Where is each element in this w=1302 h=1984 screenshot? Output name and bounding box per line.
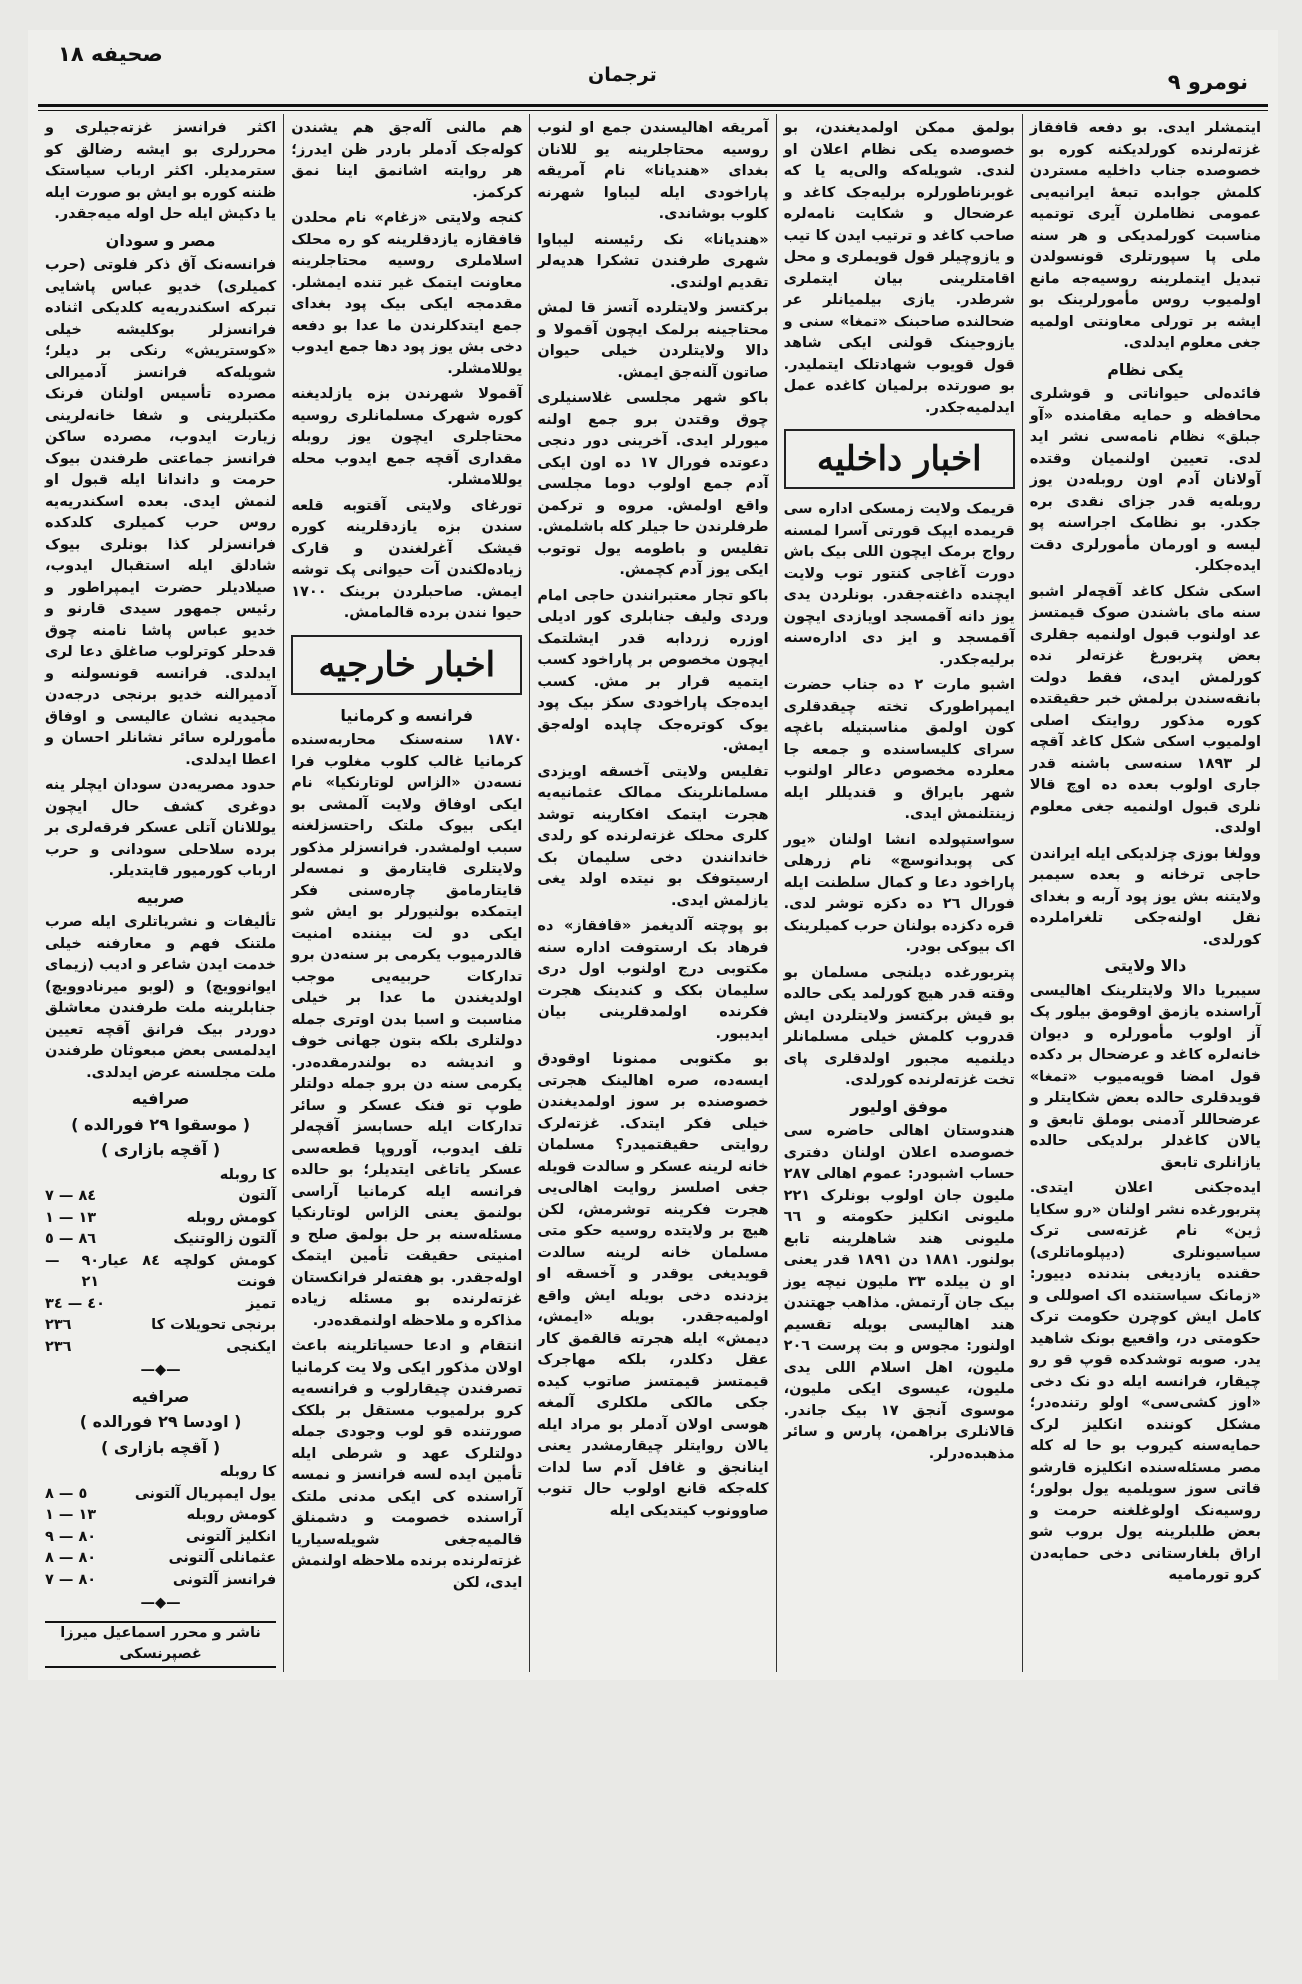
article-paragraph: بو مکتوبی ممنونا اوقودق ایسه‌ده، صره اهالینک هجرتی خصوصنده بر سوز اولمدیغندن خیلی فکر ایتدک. غزته‌لرک روایتی حقیقتمیدر؟ مسلمان خانه لرینه عسکر و سالدت قویله جغی اصلسز روایت اهالی‌یی هجرت فکرینه توشرمش، لکن هیچ بر ولایتده روسیه حکو متی مسلمان خانه لرینه سالدت قویدیغی یوقدر و آخسقه او یزدنده دخی بویله ایش واقع اولمیه‌جقدر. بویله «ایمش، دیمش» ایله هجرته قالقمق کار عقل دکلدر، بلکه مهاجرک قیمتسز قیمتسز صاتوب کیده جکی مالکی ملکلری آلمغه هوسی اولان آدملر بو مراد ایله یالان روایتلر چیقارمشدر یعنی اینانجق و غافل آدم سا لدات کله‌جکه قانع اولوب حال تنوب صاوونوب کیتدیکی ایله	[537, 1051, 769, 1519]
exchange-row	[45, 1527, 276, 1549]
column-5	[38, 114, 283, 1672]
exchange-row	[45, 1251, 276, 1294]
exchange-table	[45, 1411, 276, 1591]
article-paragraph: باکو تجار معتبرانندن حاجی امام وردی ولیف جنابلری کور ادیلی اوزره زردابه قدر ایشلتمک ایچون مخصوص بر پاراخود کسب ایتمیه قرار بر مش. کسب ایده‌جک پاراخودی سکز بیک پود یوک کوتره‌جک چاپده اوله‌جق ایمش.	[537, 587, 769, 754]
currency-rate: ٢٣٦	[44, 1317, 72, 1333]
article-paragraph: تألیفات و نشریاتلری ایله صرب ملتنک فهم و معارفنه خیلی خدمت ایدن شاعر و ادیب (زیمای ایوانوویچ) و (لوبو میرنادوویچ) جنابلرینه ملت طرفندن معاشلق دوردر بیک فرانق آقچه تعیین ایدلمسی بعض مبعوثان طرفندن ملت مجلسنه عرض ایدلدی.	[44, 914, 277, 1081]
article-paragraph: هندوستان اهالی حاضره سی خصوصده اعلان اولنان دفتری حساب اشبودر: عموم اهالی ٢٨٧ ملیون جان اولوب بونلرک ٢٢١ ملیونی انکلیز حکومته و ٦٦ ملیونی هند شاهلرینه تابع بولنور. ١٨٨١ دن ١٨٩١ قدر یعنی او ن ییلده ٣٣ ملیون نیچه یوز بیک جان آرتمش. مذاهب جهتندن هند اهالیسی بویله تقسیم اولنور: مجوس و بت پرست ٢٠٦ ملیون، اهل اسلام اللی یدی ملیون، عیسوی ایکی ملیون، موسوی آنجق ١٧ بیک جاندر. قالانلری براهمن، پارس و سائر مذهبده‌درلر.	[783, 1123, 1015, 1462]
article-paragraph: فائده‌لی حیواناتی و قوشلری محافظه و حمایه مقامنده «آو جبلق» نظام نامه‌سی نشر اید لدی. تعیین اولنمیان وقتده آولانان آدم اون روبله‌دن یوز روبله‌یه قدر جزای نقدی بره جکدر. بو نظامک اجراسنه پو لیسه و اورمان مأمورلری دقت ایده‌جکلر.	[1029, 386, 1261, 574]
currency-rate: ٩٠ — ٢١	[44, 1252, 100, 1290]
section-heading: فرانسه و کرمانیا	[340, 705, 474, 725]
currency-rate: ٥ — ٨	[44, 1485, 88, 1502]
section-heading: مصر و سودان	[105, 230, 216, 250]
section-heading: دالا ولایتی	[1104, 956, 1187, 975]
exchange-row	[45, 1337, 276, 1359]
currency-rate: ٨٦ — ٥	[44, 1231, 97, 1247]
exchange-row	[45, 1186, 276, 1208]
column-1	[1022, 114, 1268, 1672]
article-paragraph: ایتمشلر ایدی. بو دفعه قافقاز غزته‌لرنده کورلدیکنه کوره بو خصوصده جناب داخلیه مستردن کلمش جوابده تبعهٔ ایرانیه‌یی عمومی نظاملرن آیری توتمیه مناسبت کورلمدیکی و هر سنه ملی پا سپورتلری قونسولدن تبدیل ایتملرینه روسیه‌جه مانع اولمیوب روس مأمورلرینک بو ایشه بر تورلی معاونتی اولمیه جغی معلوم ایدلدی.	[1029, 120, 1261, 351]
exchange-unit: کا روبله	[219, 1166, 277, 1183]
article-paragraph: باکو شهر مجلسی غلاسنیلری چوق وقتدن برو جمع اولنه میورلر ایدی. آخرینی دور دنجی دعوتده فورال ١٧ ده اون ایکی آدم جمع اولوب دوما مجلسی واقع اولمش. مروه و ترکمن طرفلرندن حا جیلر کله باشلمش. تفلیس و باطومه یول توتوب ایکی یوز آدم کچمش.	[537, 390, 769, 578]
currency-name: ایکنجی	[226, 1338, 277, 1355]
newspaper-title: ترجمان	[588, 64, 657, 86]
currency-rate: ٨٠ — ٧	[44, 1571, 97, 1588]
article-paragraph: ١٨٧٠ سنه‌سنک محاربه‌سنده کرمانیا غالب کلوب مغلوب فرا نسه‌دن «الزاس لوتارنکیا» نام ایکی اوفاق ولایت آلمشی بو ایکی بیوک ملتک راحتسزلغنه سبب اولمشدر. فرانسزلر مذکور ولایتلری قایتارمق و نمسه‌لر قایتارمامق چاره‌سنی فکر ایتمکده بولنیورلر بو ایش شو ایکی دو لت بیننده امنیت قالدرمیوب یکرمی بر سنه‌دن برو تدارکات حربیه‌یی موجب اولدیغندن ما عدا بر خیلی مناسبت و اسبا بدن اوتری جمله دولتلری بلکه بتون جهانی خوف و اندیشه ده بولندرمقده‌در. یکرمی سنه دن برو جمله دولتلر طوپ تو فنک عسکر و سائر تدارکات ایله حسابسز آقچه‌لر تلف ایدوب، آوروپا قطعه‌سی عسکر یاتاغی ایتدیلر؛ بو حالده فرانسه ایله کرمانیا آراسی بولنمق یعنی الزاس لوتارنکیا مسئله‌سنه بر حل بولمق صلح و امنیتی حقیقت تأمین ایتمک اوله‌جقدر. بو هفته‌لر فرانکستان غزته‌لرنده بو مسئله زیاده مذاکره و ملاحظه اولنمقده‌در.	[291, 732, 523, 1329]
article-paragraph: تورغای ولایتی آقتوبه قلعه سندن بزه یازدقلرینه کوره قیشک آغرلغندن و قارک زیاده‌لکندن آت حیوانی پک توشه ایمش. صاحبلردن برینک ١٧٠٠ حیوا نندن برده قالمامش.	[291, 497, 523, 621]
column-4	[283, 114, 529, 1672]
exchange-row	[45, 1484, 276, 1506]
newspaper-page	[28, 30, 1278, 1680]
currency-name: کومش روبله	[186, 1209, 277, 1226]
article-paragraph: آمریقه اهالیسندن جمع او لنوب روسیه محتاجلرینه یو للانان بغدای «هندیانا» نام آمریقه پاراخودی ایله لیباوا شهرنه کلوب بوشاندی.	[537, 120, 769, 222]
section-banner: اخبار داخلیه	[784, 429, 1015, 489]
exchange-row	[45, 1294, 276, 1316]
exchange-market: ( آقچه بازاری )	[101, 1140, 221, 1159]
exchange-row	[45, 1570, 276, 1592]
currency-name: آلتون	[238, 1188, 277, 1204]
exchange-row	[45, 1548, 276, 1570]
currency-rate: ١٣ — ١	[44, 1209, 97, 1226]
currency-name: عثمانلی آلتونی	[168, 1550, 277, 1566]
currency-rate: ٤٠ — ٣٤	[44, 1295, 105, 1312]
section-banner: اخبار خارجیه	[291, 635, 522, 695]
currency-name: تمیز	[246, 1295, 277, 1312]
article-paragraph: اشبو مارت ٢ ده جناب حضرت ایمپراطورک تخته چیقدقلری کون اولمق مناسبتیله باغچه سرای کلیساسنده و جمعه جا معلرده مخصوص دعالر اولنوب شهر بایراق و قندیللر ایله زینتلنمش ایدی.	[783, 677, 1015, 822]
article-paragraph: بولمق ممکن اولمدیغندن، بو خصوصده یکی نظام اعلان او لندی. شویله‌که والی‌یه یا که غوبرناطورلره برلیه‌جک کاغد و عرضحال و شکایت نامه‌لره صاحب کاغد و ترتیب ایدن کا تیب و یازوچیلر قول قویملری و محل اقامتلرینی بیان ایتملری شرطدر. یازی بیلمیانلر عر ضحالنده صاحبنک «تمغا» سنی و یازوجینک قولنی ایکی شاهد قول قویوب شهادتلک ایتملیدر. بو صورتده برلمیان کاغده عمل ایدلمیه‌جکدر.	[783, 120, 1015, 416]
article-paragraph: برکتسز ولایتلرده آتسز قا لمش محتاجینه برلمک ایچون آقمولا و دالا ولایتلردن خیلی حیوان صاتون آلنه‌جق ایمش.	[537, 300, 769, 381]
article-paragraph: «هندیانا» نک رئیسنه لیباوا شهری طرفندن تشکرا هدیه‌لر تقدیم اولندی.	[537, 231, 769, 291]
issue-number: نومرو ٩	[1167, 70, 1248, 94]
currency-name: فرانسز آلتونی	[172, 1571, 277, 1588]
exchange-market: ( آقچه بازاری )	[101, 1437, 221, 1457]
currency-name: کومش روبله	[186, 1507, 277, 1523]
article-paragraph: تفلیس ولایتی آخسقه اویزدی مسلمانلرینک ممالک عثمانیه‌یه هجرت ایتمک افکارینه توشد کلری محلک غزته‌لرنده کو رلدی خاندانندن دخی سلیمان بک ارسیتوفک بو نیتده اولد یغی یازلمش ایدی.	[537, 763, 769, 909]
article-paragraph: سواستپولده انشا اولنان «یور کی پوبدانوسچ» نام زرهلی پاراخود دعا و کمال سلطنت ایله فورال ٢٦ ده دکزه توشر لدی. قره دکزده بولنان حرب کمیلرینک اک بیوکی بودر.	[783, 831, 1015, 955]
currency-name: کومش کولچه ٨٤ عیار فونت	[99, 1252, 277, 1290]
section-heading: صرافیه	[131, 1089, 190, 1108]
article-paragraph: بو پوچته آلدیغمز «قافقاز» ده فرهاد بک ارستوفت اداره سنه مکتوبی درج اولنوب اول دری سلیمان بکک و کندینک هجرت فکرنده اولمدقلرینی بیان ایدیبور.	[537, 918, 769, 1042]
article-paragraph: فرانسه‌نک آق ذکر فلوتی (حرب کمیلری) خدیو عباس پاشایی تبرکه اسکندریه‌یه کلدیکی اثناده فرانسزلر بوکلیشه خیلی «کوستریش» رنکی بر دیلر؛ شویله‌که فرانسز آدمیرالی مصرده تأسیس اولنان فرنک مکتبلرینی و شفا خانه‌لرینی زیارت ایدوب، مصرده ساکن فرانسز جماعتی طرفندن بیوک حرمت و داندانا ایله قبول او لنمش ایدی. بعده اسکندریه‌یه روس حرب کمیلری کلدکده فرانسزلر کذا بونلری بیوک شادلق ایله استقبال ایدوب، صیلادیلر حضرت ایمپراطور و رئیس جمهور سیدی قارنو و خدیو عباس پاشا نامنه چوق قدحلر کوترلوب صاغلق دعا لری ایدلدی. فرانسه قونسولنه و آدمیرالنه خدیو برنجی درجه‌دن مجیدیه نشان عالیسی و اوفاق مأمورلره سائر نشانلر احسان و اعطا ایدلدی.	[44, 257, 277, 768]
exchange-row	[45, 1505, 276, 1527]
masthead	[28, 30, 1278, 110]
divider: —◆—	[140, 1595, 181, 1611]
article-paragraph: وولغا بوزی چزلدیکی ایله ایراندن حاجی ترخانه و بعده سیمبر ولایتنه بش یوز پود آربه و بغدای نقل اولنه‌جکی تلغراملرده کورلدی.	[1029, 845, 1261, 948]
page-number: صحیفه ١٨	[58, 42, 163, 66]
article-paragraph: ایده‌جکنی اعلان ایتدی. پتربورغده نشر اولنان «رو سکایا ژین» نام غزته‌سی ترک سیاسیونلری (دیپلوماتلری) حقنده یازدیغی بندنده دییور: «زمانک سیاستنده اک اصوللی و کامل ایش کوچرن حکومت ترک حکومتی در، واقعیع بونک شاهید یدر. صوبه توشدکده قوپ قو رو چیقار، فرانسه ایله دو نک دخی «اوز کشی‌سی» اولو رتنده‌در؛ مشکل کوننده انکلیز لرک حمایه‌سنه کیروب بو حا له کله مصر مسئله‌سنده انکلیزه قارشو قاتی سوز سویلمیه یول بولور؛ روسیه‌نک اولوغلغنه حرمت و بعض طلبلرینه یول بروب شو اراق بلغارستانی دخی حمایه‌دن کرو تورمامیه	[1029, 1180, 1261, 1583]
columns	[38, 114, 1268, 1672]
article-paragraph: پتربورغده دیلنجی مسلمان بو وقته قدر هیچ کورلمد یکی حالده بو قیش برکتسز ولایتلردن ایش قدروب کلمش خیلی مسلمانلر دیلنمیه مجبور اولدقلری پای تخت غزته‌لرنده کورلدی.	[783, 964, 1015, 1088]
section-heading: موفق اولیور	[850, 1096, 948, 1116]
section-heading: یکی نظام	[1107, 359, 1184, 379]
exchange-table	[45, 1114, 276, 1359]
column-2	[776, 114, 1022, 1672]
currency-rate: ٨٠ — ٨	[44, 1550, 97, 1566]
divider: —◆—	[140, 1362, 181, 1378]
currency-rate: ٨٠ — ٩	[44, 1528, 97, 1545]
article-paragraph: آقمولا شهرندن بزه یازلدیغنه کوره شهرک مسلمانلری روسیه محتاجلری ایچون یوز روبله مقداری آقچه جمع ایدوب محله یوللامشلر.	[291, 386, 523, 488]
header-rule	[38, 104, 1268, 111]
currency-rate: ١٣ — ١	[44, 1507, 97, 1523]
exchange-city-date: ( موسقوا ٢٩ فورالده )	[71, 1114, 251, 1134]
section-heading: صربیه	[136, 887, 185, 907]
currency-rate: ٨٤ — ٧	[44, 1188, 97, 1204]
exchange-unit: کا روبله	[219, 1464, 277, 1480]
article-paragraph: قریمک ولایت زمسکی اداره سی قریمده ایپک قورتی آسرا لمسنه رواج برمک ایچون اللی بیک باش دورت آغاجی کنتور توب ولایت ایچنده داغته‌جقدر. بونلردن یدی یوز دانه آقمسجد اویازدی ایچون آقمسجد و ایز دی اداره‌سنه برلیه‌جکدر.	[783, 501, 1015, 668]
article-paragraph: هم مالنی آله‌جق هم یشندن کوله‌جک آدملر باردر ظن ایدرز؛ هر روایته اشانمق اینا نمق کرکمز.	[291, 120, 523, 201]
exchange-row	[45, 1208, 276, 1230]
publisher-credit: ناشر و محرر اسماعیل میرزا غصپرنسکی	[45, 1621, 276, 1668]
currency-name: انکلیز آلتونی	[185, 1528, 277, 1545]
article-paragraph: حدود مصریه‌دن سودان ایچلر ینه دوغری کشف حال ایچون یوللانان آتلی عسکر فرقه‌لری بر برده سلاحلی سودانی و حرب ارباب کورمیور قایتدیلر.	[44, 777, 277, 879]
exchange-row	[45, 1229, 276, 1251]
column-3	[529, 114, 775, 1672]
currency-rate: ٢٣٦	[44, 1338, 72, 1355]
exchange-city-date: ( اودسا ٢٩ فورالده )	[79, 1412, 242, 1431]
section-heading: صرافیه	[131, 1386, 190, 1406]
currency-name: برنجی تحویلات کا	[151, 1317, 277, 1333]
article-paragraph: انتقام و ادعا حسیاتلرینه باعث اولان مذکور ایکی ولا یت کرمانیا تصرفندن چیقارلوب و فرانسه‌یه کرو برلمیوب مستقل بر بلکک صورتنده قو لوب وجودی جمله دولتلرک عهد و شرطی ایله تأمین ایده لسه فرانسز و نمسه آراسنده کی ایکی مدنی ملتک آراسنده خصومت و دشمنلق قالمیه‌جغی شویله‌سیاریا غزته‌لرنده برنده ملاحظه اولنمش ایدی، لکن	[291, 1338, 523, 1591]
currency-name: یول ایمپریال آلتونی	[134, 1485, 277, 1502]
article-paragraph: کنجه ولایتی «زغام» نام محلدن قافقازه یازدقلرینه کو ره محلک اسلاملری روسیه محتاجلرینه معاونت ایتمک غیر تنده ایمشلر. مقدمجه ایکی بیک پود بغدای جمع ایتدکلرندن ما عدا بو دفعه دخی بش یوز پود دها جمع ایدوب یوللامشلر.	[291, 210, 523, 377]
currency-name: آلتون زالوتنیک	[173, 1231, 277, 1247]
exchange-row	[45, 1315, 276, 1337]
article-paragraph: اسکی شکل کاغد آقچه‌لر اشبو سنه مای باشندن صوک قیمتسز عد اولنوب قبول اولنمیه جقلری بعض پتربورغ غزته‌لر نده کورلمش ایدی، فقط دولت بانقه‌سندن برلمش خبر حقیقتده کوره مذکور روایتک اصلی اولمیوب اسکی شکل کاغد آقچه لر ١٨٩٣ سنه‌سی باشنه قدر جاری اولوب بعده ده اوچ قالا نلری قبول اولنمیه جغی معلوم اولدی.	[1029, 583, 1262, 836]
article-paragraph: اکثر فرانسز غزته‌جیلری و محررلری بو ایشه رضالق کو سترمدیلر. اکثر ارباب سیاستک ظننه کوره بو ایش بو صورت ایله یا دکیش ایله حل اوله میه‌جقدر.	[44, 120, 277, 222]
article-paragraph: سیبریا دالا ولایتلرینک اهالیسی آراسنده یازمق اوقومق بیلور پک آز اولوب مأمورلره و دیوان خانه‌لره کاغد و عرضحال بر دکده قول امضا قویه‌میوب «تمغا» قویدقلری حالده بعض شکایتلر و عرضحاللر آدمنی بوملق تابعق و یالان کاغدلر برلدیکی حالده یازانلری تابعق	[1029, 982, 1261, 1171]
